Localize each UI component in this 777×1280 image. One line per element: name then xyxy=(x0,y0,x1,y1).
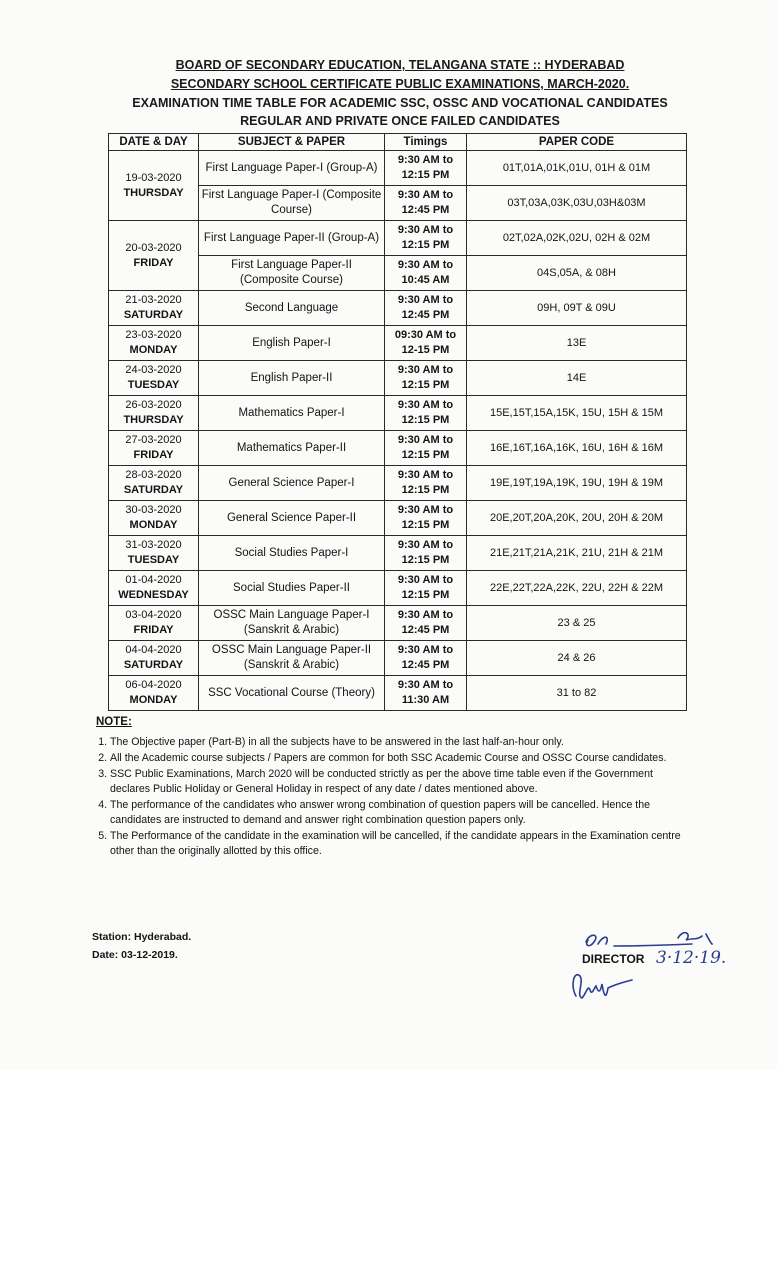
exam-day: MONDAY xyxy=(129,519,178,531)
date-cell xyxy=(109,501,199,536)
exam-date: 24-03-2020 xyxy=(125,364,182,376)
date-cell xyxy=(109,466,199,501)
column-header: Timings xyxy=(385,134,467,151)
timing-cell: 9:30 AM to 12:15 PM xyxy=(385,396,467,431)
date-cell xyxy=(109,291,199,326)
exam-day: TUESDAY xyxy=(127,379,180,391)
exam-date: 19-03-2020 xyxy=(125,171,182,184)
subject-cell: SSC Vocational Course (Theory) xyxy=(199,676,385,711)
timing-cell: 9:30 AM to 12:15 PM xyxy=(385,151,467,186)
table-row xyxy=(109,431,687,466)
exam-day: WEDNESDAY xyxy=(118,589,189,601)
paper-code-cell: 01T,01A,01K,01U, 01H & 01M xyxy=(467,151,687,186)
exam-timetable xyxy=(108,133,687,711)
column-header: PAPER CODE xyxy=(467,134,687,151)
table-row xyxy=(109,326,687,361)
paper-code-cell: 24 & 26 xyxy=(467,641,687,676)
exam-date: 27-03-2020 xyxy=(125,434,182,446)
notes-title: NOTE: xyxy=(96,716,132,728)
paper-code-cell: 16E,16T,16A,16K, 16U, 16H & 16M xyxy=(467,431,687,466)
exam-date: 06-04-2020 xyxy=(125,679,182,691)
exam-day: THURSDAY xyxy=(123,414,184,426)
exam-day: SATURDAY xyxy=(123,309,184,321)
paper-code-cell: 03T,03A,03K,03U,03H&03M xyxy=(467,186,687,221)
timetable-title: EXAMINATION TIME TABLE FOR ACADEMIC SSC, OSSC AND VOCATIONAL CANDIDATES xyxy=(132,96,668,110)
board-title: BOARD OF SECONDARY EDUCATION, TELANGANA STATE :: HYDERABAD xyxy=(175,58,625,72)
exam-day: THURSDAY xyxy=(123,186,184,199)
candidates-title: REGULAR AND PRIVATE ONCE FAILED CANDIDATES xyxy=(240,114,560,128)
exam-day: SATURDAY xyxy=(123,659,184,671)
paper-code-cell: 04S,05A, & 08H xyxy=(467,256,687,291)
exam-date: 26-03-2020 xyxy=(125,399,182,411)
exam-date: 31-03-2020 xyxy=(125,539,182,551)
subject-cell: Second Language xyxy=(199,291,385,326)
timing-cell: 9:30 AM to 12:45 PM xyxy=(385,606,467,641)
exam-day: SATURDAY xyxy=(123,484,184,496)
paper-code-cell: 22E,22T,22A,22K, 22U, 22H & 22M xyxy=(467,571,687,606)
exam-title: SECONDARY SCHOOL CERTIFICATE PUBLIC EXAMINATIONS, MARCH-2020. xyxy=(170,77,630,91)
date-cell xyxy=(109,151,199,221)
timing-cell: 9:30 AM to 12:45 PM xyxy=(385,641,467,676)
paper-code-cell: 02T,02A,02K,02U, 02H & 02M xyxy=(467,221,687,256)
date-cell xyxy=(109,221,199,291)
timing-cell: 9:30 AM to 12:15 PM xyxy=(385,431,467,466)
date-cell xyxy=(109,571,199,606)
paper-code-cell: 23 & 25 xyxy=(467,606,687,641)
exam-day: MONDAY xyxy=(129,694,178,706)
exam-date: 23-03-2020 xyxy=(125,329,182,341)
timing-cell: 9:30 AM to 11:30 AM xyxy=(385,676,467,711)
timing-cell: 9:30 AM to 12:45 PM xyxy=(385,186,467,221)
paper-code-cell: 09H, 09T & 09U xyxy=(467,291,687,326)
paper-code-cell: 15E,15T,15A,15K, 15U, 15H & 15M xyxy=(467,396,687,431)
subject-cell: First Language Paper-I (Composite Course) xyxy=(199,186,385,221)
exam-day: FRIDAY xyxy=(133,624,174,636)
timing-cell: 9:30 AM to 12:15 PM xyxy=(385,466,467,501)
date-cell xyxy=(109,676,199,711)
table-row xyxy=(109,361,687,396)
station-label: Station: Hyderabad. xyxy=(92,931,192,943)
table-row xyxy=(109,151,687,186)
station-date-block xyxy=(92,928,191,964)
date-cell xyxy=(109,641,199,676)
timing-cell: 9:30 AM to 12:15 PM xyxy=(385,361,467,396)
note-item: 3. SSC Public Examinations, March 2020 will be conducted strictly as per the above time table even if the Government declares Public Holiday or General Holiday in respect of any date / dates mentioned above. xyxy=(110,767,690,797)
date-cell xyxy=(109,431,199,466)
note-item: 2. All the Academic course subjects / Papers are common for both SSC Academic Course and OSSC Course candidates. xyxy=(110,751,690,766)
column-header: SUBJECT & PAPER xyxy=(199,134,385,151)
subject-cell: Mathematics Paper-I xyxy=(199,396,385,431)
subject-cell: Mathematics Paper-II xyxy=(199,431,385,466)
signature-scribble xyxy=(566,966,636,1006)
paper-code-cell: 21E,21T,21A,21K, 21U, 21H & 21M xyxy=(467,536,687,571)
exam-date: 01-04-2020 xyxy=(125,574,182,586)
exam-day: MONDAY xyxy=(129,344,178,356)
table-row xyxy=(109,291,687,326)
timing-cell: 9:30 AM to 12:15 PM xyxy=(385,571,467,606)
note-item: 5. The Performance of the candidate in the examination will be cancelled, if the candidate appears in the Examination centre other than the originally allotted by this office. xyxy=(110,829,690,859)
note-item: 4. The performance of the candidates who answer wrong combination of question papers will be cancelled. Hence the candidates are instructed to demand and answer right combination question papers only. xyxy=(110,798,690,828)
table-row xyxy=(109,641,687,676)
subject-cell: First Language Paper-II (Composite Course) xyxy=(199,256,385,291)
subject-cell: General Science Paper-I xyxy=(199,466,385,501)
paper-code-cell: 31 to 82 xyxy=(467,676,687,711)
issue-date: Date: 03-12-2019. xyxy=(92,949,178,961)
exam-date: 03-04-2020 xyxy=(125,609,182,621)
subject-cell: English Paper-I xyxy=(199,326,385,361)
notes-list xyxy=(96,735,690,860)
column-header: DATE & DAY xyxy=(109,134,199,151)
timing-cell: 9:30 AM to 12:45 PM xyxy=(385,291,467,326)
table-row xyxy=(109,396,687,431)
date-cell xyxy=(109,606,199,641)
exam-date: 04-04-2020 xyxy=(125,644,182,656)
subject-cell: OSSC Main Language Paper-II (Sanskrit & Arabic) xyxy=(199,641,385,676)
table-header-row xyxy=(109,134,687,151)
table-row xyxy=(109,571,687,606)
date-cell xyxy=(109,536,199,571)
exam-day: FRIDAY xyxy=(133,256,174,269)
timing-cell: 09:30 AM to 12-15 PM xyxy=(385,326,467,361)
director-label: DIRECTOR xyxy=(582,952,645,966)
exam-date: 30-03-2020 xyxy=(125,504,182,516)
date-cell xyxy=(109,361,199,396)
exam-day: FRIDAY xyxy=(133,449,174,461)
timing-cell: 9:30 AM to 12:15 PM xyxy=(385,501,467,536)
subject-cell: Social Studies Paper-I xyxy=(199,536,385,571)
timing-cell: 9:30 AM to 12:15 PM xyxy=(385,536,467,571)
paper-code-cell: 14E xyxy=(467,361,687,396)
handwritten-date: 3·12·19. xyxy=(656,948,727,968)
subject-cell: OSSC Main Language Paper-I (Sanskrit & Arabic) xyxy=(199,606,385,641)
paper-code-cell: 19E,19T,19A,19K, 19U, 19H & 19M xyxy=(467,466,687,501)
table-row xyxy=(109,606,687,641)
table-row xyxy=(109,466,687,501)
subject-cell: English Paper-II xyxy=(199,361,385,396)
date-cell xyxy=(109,396,199,431)
table-row xyxy=(109,501,687,536)
paper-code-cell: 20E,20T,20A,20K, 20U, 20H & 20M xyxy=(467,501,687,536)
date-cell xyxy=(109,326,199,361)
timing-cell: 9:30 AM to 10:45 AM xyxy=(385,256,467,291)
subject-cell: First Language Paper-II (Group-A) xyxy=(199,221,385,256)
paper-code-cell: 13E xyxy=(467,326,687,361)
table-row xyxy=(109,221,687,256)
subject-cell: Social Studies Paper-II xyxy=(199,571,385,606)
subject-cell: General Science Paper-II xyxy=(199,501,385,536)
exam-day: TUESDAY xyxy=(127,554,180,566)
exam-date: 20-03-2020 xyxy=(125,241,182,254)
subject-cell: First Language Paper-I (Group-A) xyxy=(199,151,385,186)
exam-date: 28-03-2020 xyxy=(125,469,182,481)
note-item: 1. The Objective paper (Part-B) in all the subjects have to be answered in the last half-an-hour only. xyxy=(110,735,690,750)
table-row xyxy=(109,676,687,711)
timing-cell: 9:30 AM to 12:15 PM xyxy=(385,221,467,256)
table-row xyxy=(109,536,687,571)
exam-date: 21-03-2020 xyxy=(125,294,182,306)
